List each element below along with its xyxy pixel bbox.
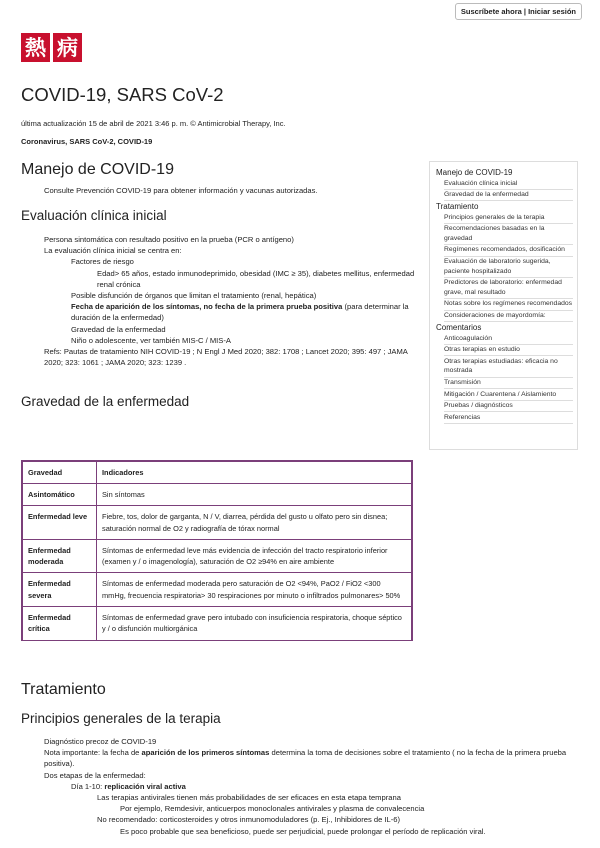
toc-item[interactable]: Consideraciones de mayordomía:: [444, 311, 573, 323]
severity-indicators: Fiebre, tos, dolor de garganta, N / V, diarrea, pérdida del gusto u olfato pero sin disnea; saturación normal de O2 y radiografía de tórax normal: [97, 506, 413, 540]
toc-item[interactable]: Principios generales de la terapia: [444, 212, 573, 224]
onset-bold: Fecha de aparición de los síntomas, no fecha de la primera prueba positiva: [71, 302, 343, 312]
list-item: • Consulte Prevención COVID-19 para obtener información y vacunas autorizadas.: [0, 185, 590, 196]
toc-section-comentarios[interactable]: Comentarios: [436, 323, 482, 333]
toc-section-tratamiento[interactable]: Tratamiento: [436, 202, 479, 212]
references-line[interactable]: • Refs: Pautas de tratamiento NIH COVID-19 ; N Engl J Med 2020; 382: 1708 ; Lancet 2020; 395: 497 ; JAMA 2020; 323: 1061 ; JAMA 2020; 323: 1239 .: [0, 346, 420, 368]
logo-char-1: 熱: [21, 33, 50, 62]
heading-principios: Principios generales de la terapia: [21, 711, 221, 726]
toc-item[interactable]: Otras terapias en estudio: [444, 345, 573, 357]
toc-item[interactable]: Pruebas / diagnósticos: [444, 401, 573, 413]
keyword-tags: Coronavirus, SARS CoV-2, COVID-19: [21, 137, 153, 146]
list-item: • Es poco probable que sea beneficioso, puede ser perjudicial, puede prolongar el período de replicación viral.: [0, 826, 590, 837]
severity-label: Asintomático: [22, 484, 97, 506]
page-title: COVID-19, SARS CoV-2: [21, 84, 224, 105]
evaluacion-list: [0, 234, 420, 368]
list-item: • Gravedad de la enfermedad: [0, 324, 420, 335]
list-item: • Posible disfunción de órganos que limitan el tratamiento (renal, hepática): [0, 290, 420, 301]
table-header-row: [22, 461, 412, 484]
last-updated: última actualización 15 de abril de 2021 3:46 p. m. © Antimicrobial Therapy, Inc.: [21, 119, 286, 128]
toc-item[interactable]: Notas sobre los regímenes recomendados: [444, 299, 573, 311]
severity-label: Enfermedad leve: [22, 506, 97, 540]
severity-table: [21, 460, 413, 641]
severity-indicators: Síntomas de enfermedad grave pero intubado con insuficiencia respiratoria, choque séptico y / o disfunción multiorgánica: [97, 607, 413, 641]
table-row: [22, 506, 412, 540]
toc-section-manejo[interactable]: Manejo de COVID-19: [436, 168, 513, 177]
toc-item[interactable]: Gravedad de la enfermedad: [444, 190, 573, 202]
toc-item[interactable]: Evaluación de laboratorio sugerida, paciente hospitalizado: [444, 257, 573, 278]
column-header-gravedad: Gravedad: [22, 461, 97, 484]
column-header-indicadores: Indicadores: [97, 461, 413, 484]
subscribe-link[interactable]: Suscríbete ahora: [460, 7, 522, 16]
severity-label: Enfermedad moderada: [22, 539, 97, 573]
severity-indicators: Síntomas de enfermedad leve más evidencia de infección del tracto respiratorio inferior (examen y / o imagenología), saturación de O2 ≥94% en aire ambiente: [97, 539, 413, 573]
list-item: • Niño o adolescente, ver también MIS-C / MIS-A: [0, 335, 420, 346]
list-item: • La evaluación clínica inicial se centra en:: [0, 245, 420, 256]
heading-manejo: Manejo de COVID-19: [21, 161, 174, 178]
severity-label: Enfermedad severa: [22, 573, 97, 607]
list-item: • Edad> 65 años, estado inmunodeprimido, obesidad (IMC ≥ 35), diabetes mellitus, enfermedad renal crónica: [0, 268, 420, 290]
toc-item[interactable]: Referencias: [444, 412, 573, 424]
toc-item[interactable]: Otras terapias estudiadas: eficacia no mostrada: [444, 356, 573, 377]
account-bar: [455, 3, 582, 20]
toc-item[interactable]: Regímenes recomendados, dosificación: [444, 245, 573, 257]
severity-indicators: Sin síntomas: [97, 484, 413, 506]
site-logo[interactable]: [21, 33, 82, 62]
toc-item[interactable]: Predictores de laboratorio: enfermedad grave, mal resultado: [444, 278, 573, 299]
logo-char-2: 病: [53, 33, 82, 62]
table-row: [22, 607, 412, 641]
toc-item[interactable]: Evaluación clínica inicial: [444, 178, 573, 190]
separator: |: [521, 7, 529, 16]
table-row: [22, 484, 412, 506]
toc-item[interactable]: Mitigación / Cuarentena / Aislamiento: [444, 389, 573, 401]
note-rest: determina la toma de decisiones sobre el tratamiento ( no la fecha de la primera prueba positiva).: [44, 748, 567, 769]
toc-item[interactable]: Recomendaciones basadas en la gravedad: [444, 224, 573, 245]
stage-bold: replicación viral activa: [104, 781, 186, 791]
list-item: • Persona sintomática con resultado positivo en la prueba (PCR o antígeno): [0, 234, 420, 245]
toc-item[interactable]: Transmisión: [444, 378, 573, 390]
tratamiento-list: [0, 736, 590, 837]
table-row: [22, 573, 412, 607]
list-item: • Factores de riesgo: [0, 256, 420, 267]
heading-gravedad: Gravedad de la enfermedad: [21, 394, 190, 409]
table-row: [22, 539, 412, 573]
list-item: [0, 781, 590, 792]
note-bold: aparición de los primeros síntomas: [141, 748, 270, 758]
list-item: [0, 747, 590, 769]
severity-indicators: Síntomas de enfermedad moderada pero saturación de O2 <94%, PaO2 / FiO2 <300 mmHg, frecuencia respiratoria> 30 respiraciones por minuto o infiltrados pulmonares> 50%: [97, 573, 413, 607]
heading-evaluacion: Evaluación clínica inicial: [21, 208, 167, 223]
list-item: • No recomendado: corticosteroides y otros inmunomoduladores (p. Ej., Inhibidores de IL-6): [0, 814, 590, 825]
onset-rest: (para determinar la duración de la enfermedad): [71, 302, 409, 323]
list-item: • Dos etapas de la enfermedad:: [0, 770, 590, 781]
list-item: • Por ejemplo, Remdesivir, anticuerpos monoclonales antivirales y plasma de convalecencia: [0, 803, 590, 814]
list-item: [0, 301, 420, 323]
note-prefix: Nota importante: la fecha de: [44, 748, 142, 758]
table-of-contents: [429, 161, 578, 450]
list-item: • Diagnóstico precoz de COVID-19: [0, 736, 590, 747]
list-item: • Las terapias antivirales tienen más probabilidades de ser eficaces en esta etapa temprana: [0, 792, 590, 803]
severity-label: Enfermedad crítica: [22, 607, 97, 641]
stage-prefix: Día 1-10:: [71, 781, 105, 791]
toc-item[interactable]: Anticoagulación: [444, 333, 573, 345]
login-link[interactable]: Iniciar sesión: [528, 7, 576, 16]
heading-tratamiento: Tratamiento: [21, 681, 106, 698]
